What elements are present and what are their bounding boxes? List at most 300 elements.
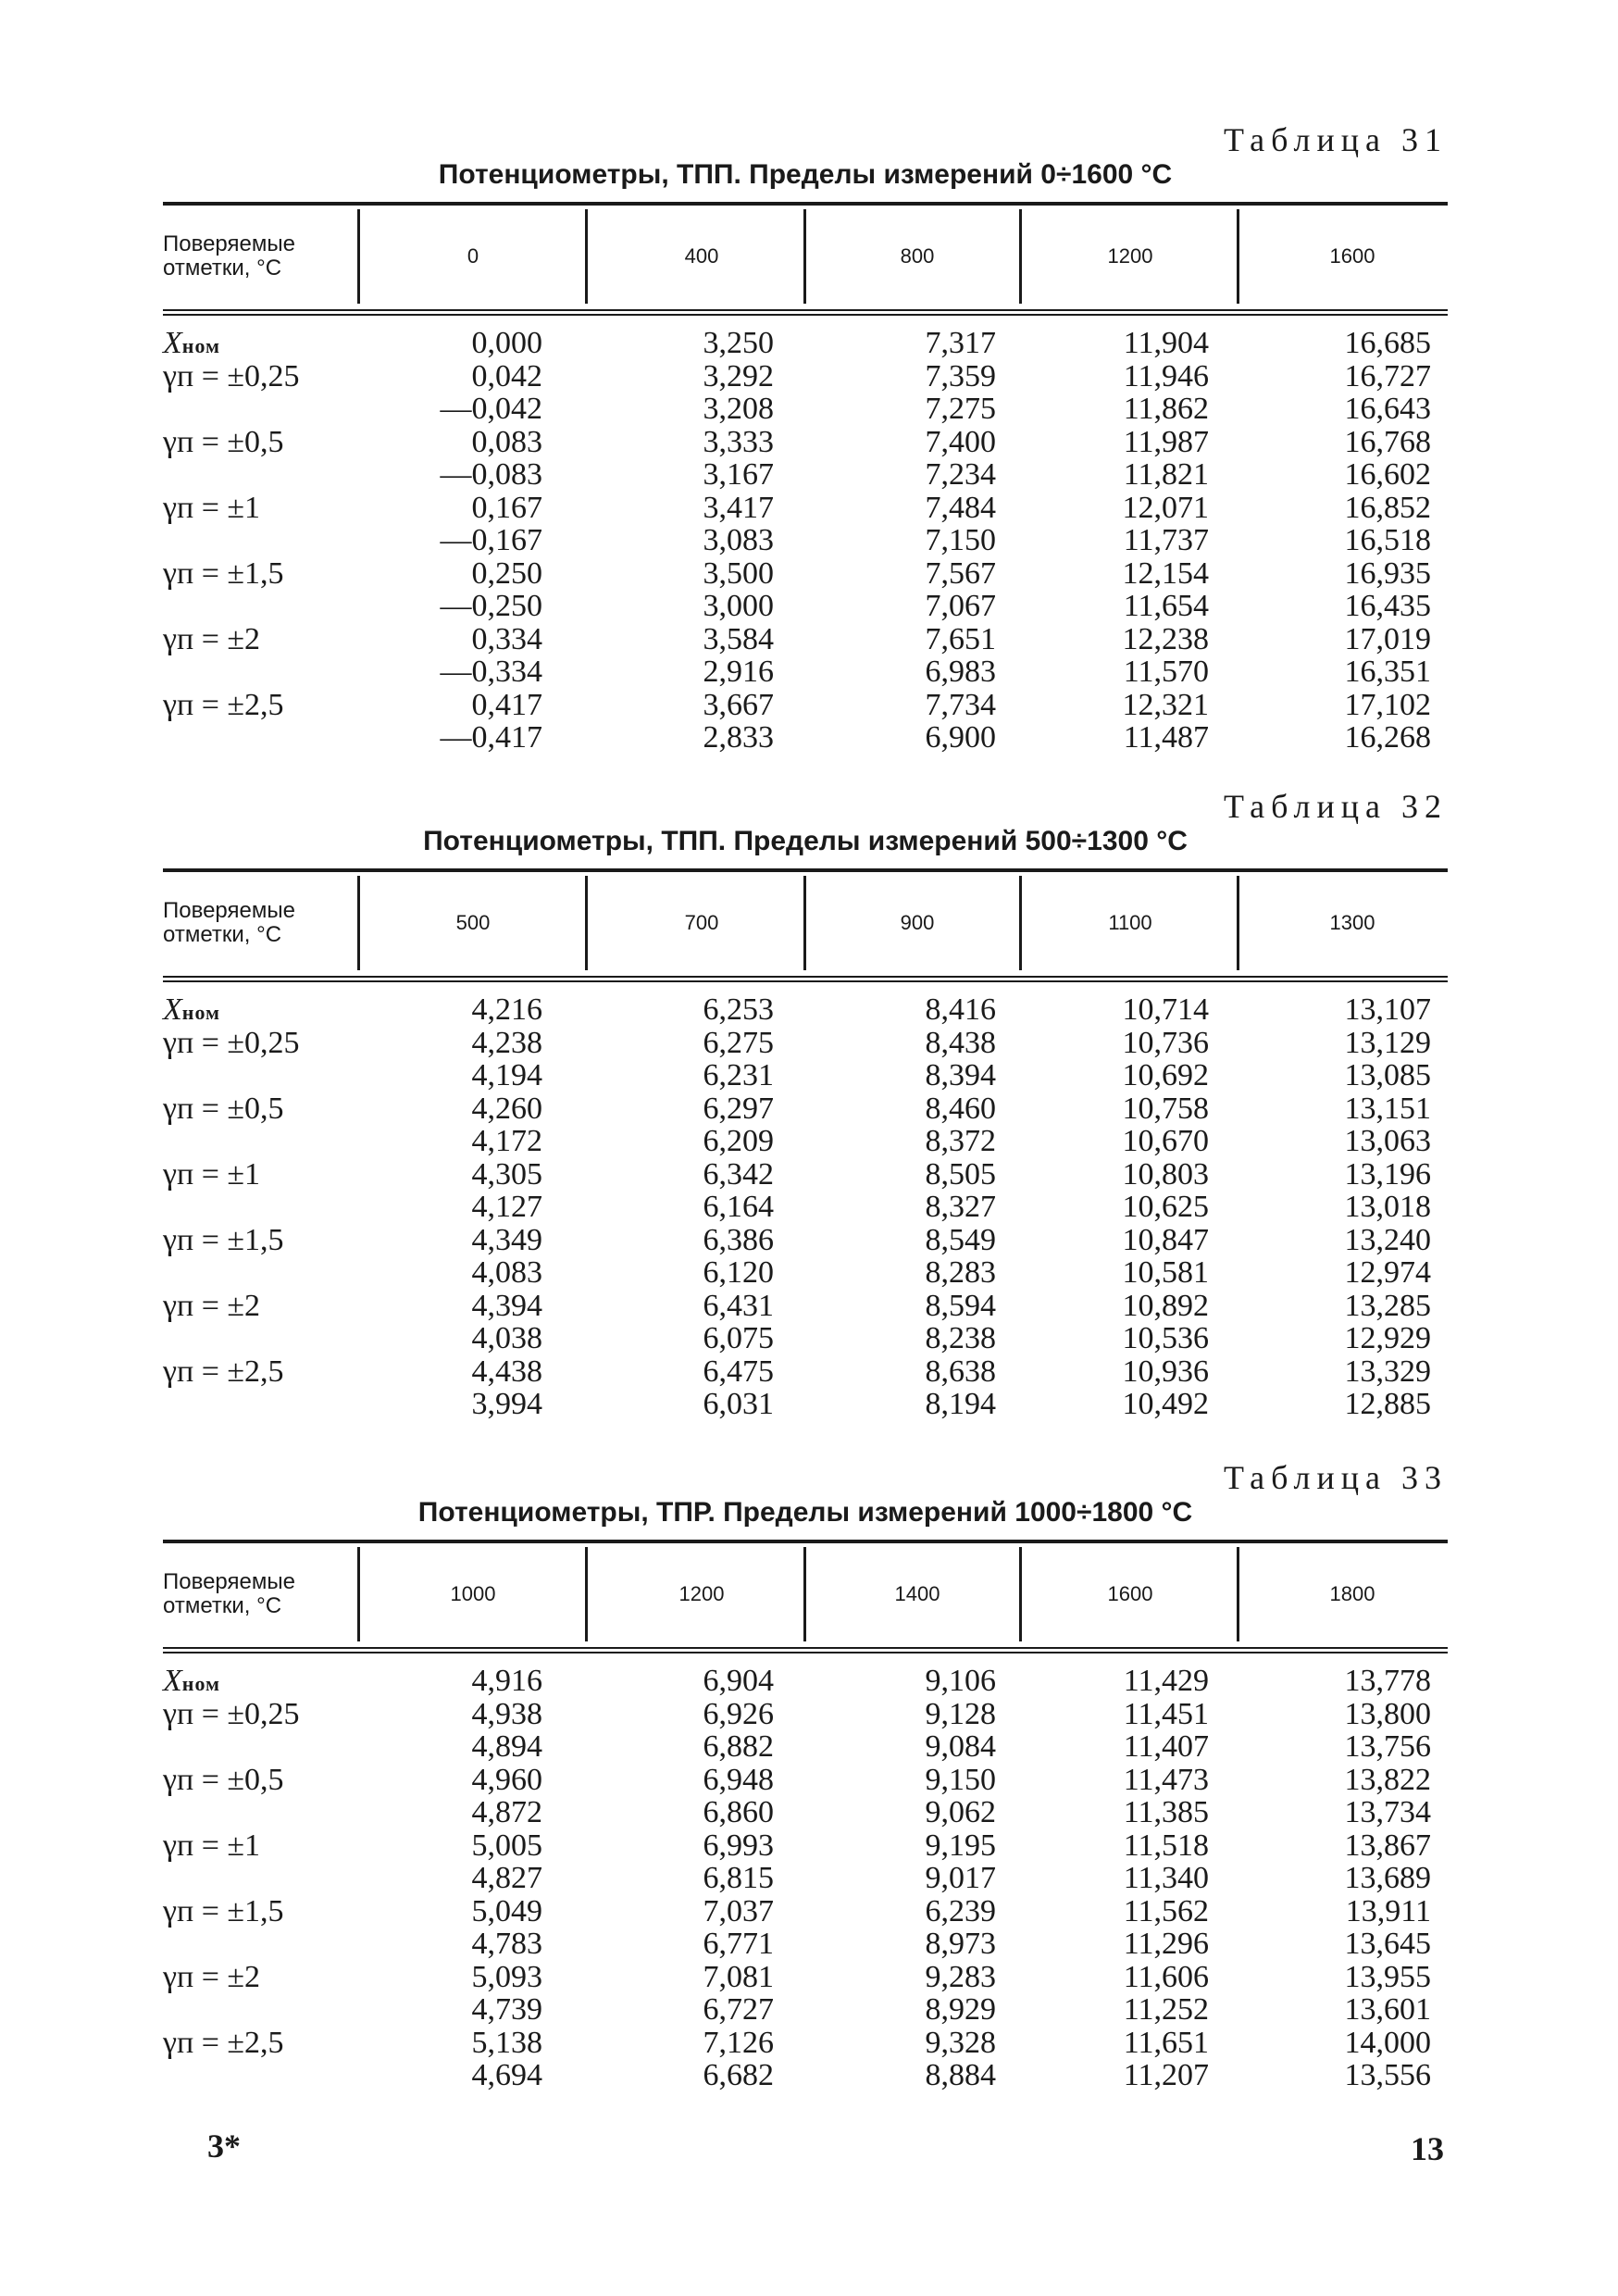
table-row bbox=[163, 1697, 1448, 1730]
table-header bbox=[163, 872, 1448, 974]
table-row bbox=[163, 1092, 1448, 1125]
table-cell: 14,000 bbox=[1344, 2025, 1431, 2060]
table-row bbox=[163, 1861, 1448, 1894]
table-row bbox=[163, 1960, 1448, 1993]
table-cell: 9,128 bbox=[925, 1696, 996, 1731]
table-cell: 12,154 bbox=[1122, 555, 1209, 591]
table-row bbox=[163, 1026, 1448, 1059]
table-cell: 13,645 bbox=[1344, 1927, 1431, 1961]
table-row bbox=[163, 523, 1448, 556]
table-cell: 4,216 bbox=[471, 992, 542, 1027]
table-cell: 8,283 bbox=[925, 1255, 996, 1290]
table-cell: 7,359 bbox=[925, 358, 996, 393]
table-cell: 6,815 bbox=[703, 1861, 774, 1895]
table-cell: 3,417 bbox=[703, 490, 774, 525]
row-label bbox=[163, 1026, 300, 1061]
table-cell: —0,250 bbox=[440, 589, 542, 623]
table-cell: 5,005 bbox=[471, 1828, 542, 1863]
table-cell: 17,102 bbox=[1344, 687, 1431, 722]
column-divider bbox=[585, 1547, 588, 1641]
table-cell: 9,062 bbox=[925, 1795, 996, 1829]
table-row bbox=[163, 1828, 1448, 1862]
table-cell: 11,570 bbox=[1123, 655, 1209, 689]
table-cell: 16,351 bbox=[1344, 655, 1431, 689]
row-label-text: γп = ±0,5 bbox=[163, 1762, 284, 1797]
table-row bbox=[163, 720, 1448, 754]
table-row bbox=[163, 1894, 1448, 1928]
table-row bbox=[163, 1289, 1448, 1322]
row-label bbox=[163, 1223, 284, 1258]
table-row bbox=[163, 1124, 1448, 1157]
column-header: 1200 bbox=[1107, 244, 1153, 268]
table-cell: 13,601 bbox=[1344, 1992, 1431, 2027]
table-cell: 16,935 bbox=[1344, 555, 1431, 591]
table-cell: 11,518 bbox=[1123, 1828, 1209, 1863]
table-cell: 11,562 bbox=[1123, 1893, 1209, 1928]
table-cell: 6,926 bbox=[703, 1696, 774, 1731]
table-cell: 4,127 bbox=[471, 1190, 542, 1224]
table-cell: 13,556 bbox=[1344, 2058, 1431, 2092]
table-row bbox=[163, 1354, 1448, 1388]
row-label bbox=[163, 491, 260, 526]
table-cell: 4,194 bbox=[471, 1058, 542, 1092]
row-label bbox=[163, 992, 220, 1028]
table-cell: 12,071 bbox=[1122, 490, 1209, 525]
table-row bbox=[163, 1795, 1448, 1828]
row-label bbox=[163, 1828, 260, 1864]
table-cell: 6,993 bbox=[703, 1828, 774, 1863]
table-cell: 16,602 bbox=[1344, 457, 1431, 492]
table-row bbox=[163, 1157, 1448, 1191]
table-cell: 10,492 bbox=[1122, 1387, 1209, 1421]
header-double-rule bbox=[163, 309, 1448, 316]
table-cell: 5,093 bbox=[471, 1959, 542, 1994]
table-cell: 6,948 bbox=[703, 1762, 774, 1797]
table-row bbox=[163, 589, 1448, 622]
row-label bbox=[163, 425, 284, 460]
table-cell: 13,085 bbox=[1344, 1058, 1431, 1092]
table-cell: 8,929 bbox=[925, 1992, 996, 2027]
table-cell: 6,342 bbox=[703, 1156, 774, 1192]
table-row bbox=[163, 1058, 1448, 1092]
table-block bbox=[163, 120, 1448, 755]
table-cell: 13,329 bbox=[1344, 1354, 1431, 1389]
table-cell: 6,983 bbox=[925, 655, 996, 689]
column-divider bbox=[1237, 876, 1239, 970]
table-cell: 5,049 bbox=[471, 1893, 542, 1928]
table-cell: 13,689 bbox=[1344, 1861, 1431, 1895]
table-row bbox=[163, 1664, 1448, 1697]
table-cell: 6,275 bbox=[703, 1025, 774, 1060]
row-label-subscript: ном bbox=[181, 1001, 221, 1024]
table-cell: 6,075 bbox=[703, 1321, 774, 1355]
table-cell: 8,238 bbox=[925, 1321, 996, 1355]
table-cell: 9,017 bbox=[925, 1861, 996, 1895]
table-cell: 9,328 bbox=[925, 2025, 996, 2060]
table-cell: 0,167 bbox=[471, 490, 542, 525]
table-cell: 6,297 bbox=[703, 1091, 774, 1126]
table-cell: 7,567 bbox=[925, 555, 996, 591]
table-cell: 4,783 bbox=[471, 1927, 542, 1961]
table-cell: 13,129 bbox=[1344, 1025, 1431, 1060]
column-header: 1300 bbox=[1329, 911, 1375, 934]
table-cell: 7,234 bbox=[925, 457, 996, 492]
table-cell: 0,334 bbox=[471, 621, 542, 656]
header-checked-marks bbox=[163, 206, 357, 307]
table-cell: 7,484 bbox=[925, 490, 996, 525]
row-label-text: γп = ±2,5 bbox=[163, 1354, 284, 1389]
table-cell: 0,417 bbox=[471, 687, 542, 722]
table-cell: 13,867 bbox=[1344, 1828, 1431, 1863]
row-label bbox=[163, 2026, 284, 2061]
row-label-text: γп = ±2 bbox=[163, 1959, 261, 1994]
table-cell: 7,651 bbox=[925, 621, 996, 656]
row-label-text: X bbox=[163, 1664, 182, 1698]
table-cell: —0,334 bbox=[440, 655, 542, 689]
row-label-subscript: ном bbox=[181, 334, 221, 357]
row-label-text: γп = ±1 bbox=[163, 1156, 261, 1192]
table-cell: 13,285 bbox=[1344, 1288, 1431, 1323]
table-cell: 6,209 bbox=[703, 1124, 774, 1158]
row-label-text: γп = ±2,5 bbox=[163, 687, 284, 722]
header-first-line: Поверяемые bbox=[163, 898, 295, 923]
row-label-text: γп = ±1,5 bbox=[163, 1222, 284, 1257]
table-cell: 5,138 bbox=[471, 2025, 542, 2060]
table-cell: 7,037 bbox=[703, 1893, 774, 1928]
table-title: Потенциометры, ТПП. Пределы измерений 0÷1600 °С bbox=[438, 159, 1173, 190]
column-divider bbox=[357, 1547, 360, 1641]
table-cell: 8,638 bbox=[925, 1354, 996, 1389]
table-row bbox=[163, 1927, 1448, 1960]
table-cell: 3,250 bbox=[703, 326, 774, 360]
table-row bbox=[163, 1387, 1448, 1420]
header-first-line: Поверяемые bbox=[163, 1569, 295, 1594]
table-cell: 4,349 bbox=[471, 1222, 542, 1257]
column-divider bbox=[1237, 1547, 1239, 1641]
table-cell: 11,487 bbox=[1123, 720, 1209, 755]
row-label bbox=[163, 622, 260, 657]
table-row bbox=[163, 1223, 1448, 1256]
table-cell: 8,416 bbox=[925, 992, 996, 1027]
table-cell: 10,736 bbox=[1122, 1025, 1209, 1060]
table-cell: 4,083 bbox=[471, 1255, 542, 1290]
table-row bbox=[163, 1992, 1448, 2026]
table-cell: 16,643 bbox=[1344, 392, 1431, 426]
table-cell: 6,120 bbox=[703, 1255, 774, 1290]
table-cell: 11,473 bbox=[1123, 1762, 1209, 1797]
table-cell: 17,019 bbox=[1344, 621, 1431, 656]
row-label bbox=[163, 359, 300, 394]
table-cell: 11,904 bbox=[1123, 326, 1209, 360]
table-cell: 3,584 bbox=[703, 621, 774, 656]
column-header: 1600 bbox=[1107, 1582, 1153, 1605]
table-cell: 12,885 bbox=[1344, 1387, 1431, 1421]
header-first-line: Поверяемые bbox=[163, 231, 295, 256]
column-divider bbox=[585, 209, 588, 304]
table-cell: 9,084 bbox=[925, 1729, 996, 1764]
table-cell: 11,340 bbox=[1123, 1861, 1209, 1895]
table-cell: 12,974 bbox=[1344, 1255, 1431, 1290]
table-cell: 10,670 bbox=[1122, 1124, 1209, 1158]
table-header bbox=[163, 1543, 1448, 1645]
table-block bbox=[163, 1458, 1448, 2092]
table-cell: 11,862 bbox=[1123, 392, 1209, 426]
table-row bbox=[163, 326, 1448, 359]
column-divider bbox=[1019, 876, 1022, 970]
table-cell: 12,929 bbox=[1344, 1321, 1431, 1355]
table-row bbox=[163, 622, 1448, 655]
table-row bbox=[163, 556, 1448, 590]
table-cell: 3,500 bbox=[703, 555, 774, 591]
row-label-text: γп = ±1,5 bbox=[163, 1893, 284, 1928]
table-cell: 6,882 bbox=[703, 1729, 774, 1764]
table-block bbox=[163, 787, 1448, 1421]
table-header bbox=[163, 206, 1448, 307]
column-header: 0 bbox=[467, 244, 479, 268]
table-cell: 4,872 bbox=[471, 1795, 542, 1829]
table-row bbox=[163, 425, 1448, 458]
table-cell: 13,955 bbox=[1344, 1959, 1431, 1994]
table-row bbox=[163, 1321, 1448, 1354]
table-cell: 13,018 bbox=[1344, 1190, 1431, 1224]
table-cell: 6,231 bbox=[703, 1058, 774, 1092]
table-cell: 11,207 bbox=[1123, 2058, 1209, 2092]
table-cell: 13,822 bbox=[1344, 1762, 1431, 1797]
table-cell: 10,625 bbox=[1122, 1190, 1209, 1224]
signature-mark: 3* bbox=[207, 2128, 241, 2165]
table-row bbox=[163, 2026, 1448, 2059]
table-row bbox=[163, 2058, 1448, 2091]
table-cell: 4,694 bbox=[471, 2058, 542, 2092]
table-cell: 12,238 bbox=[1122, 621, 1209, 656]
table-cell: 13,911 bbox=[1345, 1893, 1431, 1928]
table-cell: 4,038 bbox=[471, 1321, 542, 1355]
table-cell: 8,438 bbox=[925, 1025, 996, 1060]
table-cell: 3,292 bbox=[703, 358, 774, 393]
table-cell: 13,196 bbox=[1344, 1156, 1431, 1192]
row-label-text: γп = ±0,5 bbox=[163, 424, 284, 459]
column-header: 400 bbox=[684, 244, 719, 268]
row-label-text: γп = ±1 bbox=[163, 490, 261, 525]
table-label: Таблица 32 bbox=[1224, 788, 1448, 825]
table-cell: 11,429 bbox=[1123, 1664, 1209, 1698]
table-cell: 10,847 bbox=[1122, 1222, 1209, 1257]
table-cell: 16,435 bbox=[1344, 589, 1431, 623]
table-cell: 6,900 bbox=[925, 720, 996, 755]
table-cell: 8,327 bbox=[925, 1190, 996, 1224]
table-cell: 4,438 bbox=[471, 1354, 542, 1389]
table-cell: 9,150 bbox=[925, 1762, 996, 1797]
page-number: 13 bbox=[1411, 2130, 1444, 2167]
table-cell: 3,083 bbox=[703, 523, 774, 557]
row-label bbox=[163, 556, 284, 592]
table-cell: 8,460 bbox=[925, 1091, 996, 1126]
column-header: 1200 bbox=[678, 1582, 725, 1605]
row-label bbox=[163, 1289, 260, 1324]
table-cell: 16,768 bbox=[1344, 424, 1431, 459]
table-cell: 3,208 bbox=[703, 392, 774, 426]
table-cell: 10,936 bbox=[1122, 1354, 1209, 1389]
column-header: 500 bbox=[455, 911, 491, 934]
column-divider bbox=[803, 1547, 806, 1641]
table-cell: 6,771 bbox=[703, 1927, 774, 1961]
table-cell: 11,821 bbox=[1123, 457, 1209, 492]
row-label-subscript: ном bbox=[181, 1672, 221, 1695]
table-cell: 6,860 bbox=[703, 1795, 774, 1829]
table-cell: 10,758 bbox=[1122, 1091, 1209, 1126]
header-double-rule bbox=[163, 1647, 1448, 1653]
row-label-text: γп = ±0,5 bbox=[163, 1091, 284, 1126]
table-cell: 11,654 bbox=[1123, 589, 1209, 623]
table-cell: —0,083 bbox=[440, 457, 542, 492]
table-cell: 13,151 bbox=[1344, 1091, 1431, 1126]
table-cell: 12,321 bbox=[1122, 687, 1209, 722]
table-cell: 16,518 bbox=[1344, 523, 1431, 557]
header-first-line: отметки, °С bbox=[163, 922, 282, 947]
table-cell: 9,106 bbox=[925, 1664, 996, 1698]
row-label bbox=[163, 1664, 220, 1699]
table-cell: 7,275 bbox=[925, 392, 996, 426]
header-first-line: отметки, °С bbox=[163, 256, 282, 281]
row-label-text: γп = ±2,5 bbox=[163, 2025, 284, 2060]
table-cell: 11,946 bbox=[1123, 358, 1209, 393]
table-cell: 4,172 bbox=[471, 1124, 542, 1158]
column-divider bbox=[357, 209, 360, 304]
table-cell: 9,195 bbox=[925, 1828, 996, 1863]
row-label bbox=[163, 1960, 260, 1995]
row-label bbox=[163, 326, 220, 361]
table-row bbox=[163, 392, 1448, 425]
column-divider bbox=[1237, 209, 1239, 304]
row-label-text: X bbox=[163, 326, 182, 360]
table-row bbox=[163, 1729, 1448, 1763]
row-label bbox=[163, 1092, 284, 1127]
column-divider bbox=[1019, 209, 1022, 304]
table-row bbox=[163, 457, 1448, 491]
row-label-text: γп = ±1 bbox=[163, 1828, 261, 1863]
table-cell: 13,734 bbox=[1344, 1795, 1431, 1829]
table-cell: 11,651 bbox=[1123, 2025, 1209, 2060]
table-cell: 10,714 bbox=[1122, 992, 1209, 1027]
table-cell: 11,296 bbox=[1123, 1927, 1209, 1961]
row-label bbox=[163, 1763, 284, 1798]
table-cell: 4,260 bbox=[471, 1091, 542, 1126]
table-cell: 6,727 bbox=[703, 1992, 774, 2027]
table-cell: 7,400 bbox=[925, 424, 996, 459]
table-row bbox=[163, 1763, 1448, 1796]
column-header: 1000 bbox=[450, 1582, 496, 1605]
row-label bbox=[163, 1894, 284, 1929]
table-cell: 4,960 bbox=[471, 1762, 542, 1797]
header-checked-marks bbox=[163, 872, 357, 974]
table-cell: 8,549 bbox=[925, 1222, 996, 1257]
table-cell: 3,994 bbox=[471, 1387, 542, 1421]
table-cell: 11,737 bbox=[1123, 523, 1209, 557]
table-cell: —0,417 bbox=[440, 720, 542, 755]
row-label-text: γп = ±2 bbox=[163, 621, 261, 656]
table-cell: 11,252 bbox=[1123, 1992, 1209, 2027]
table-title: Потенциометры, ТПР. Пределы измерений 1000÷1800 °С bbox=[417, 1497, 1193, 1528]
table-cell: 6,682 bbox=[703, 2058, 774, 2092]
row-label-text: γп = ±0,25 bbox=[163, 1025, 300, 1060]
table-cell: 16,727 bbox=[1344, 358, 1431, 393]
header-checked-marks bbox=[163, 1543, 357, 1645]
table-row bbox=[163, 1190, 1448, 1223]
table-cell: 4,739 bbox=[471, 1992, 542, 2027]
row-label-text: γп = ±1,5 bbox=[163, 555, 284, 591]
table-cell: 4,394 bbox=[471, 1288, 542, 1323]
column-header: 1600 bbox=[1329, 244, 1375, 268]
table-cell: 11,606 bbox=[1123, 1959, 1209, 1994]
column-header: 1800 bbox=[1329, 1582, 1375, 1605]
table-cell: 8,505 bbox=[925, 1156, 996, 1192]
table-cell: 8,394 bbox=[925, 1058, 996, 1092]
table-cell: 0,250 bbox=[471, 555, 542, 591]
row-label bbox=[163, 688, 284, 723]
table-row bbox=[163, 992, 1448, 1026]
table-row bbox=[163, 655, 1448, 688]
table-cell: 13,778 bbox=[1344, 1664, 1431, 1698]
table-cell: 11,407 bbox=[1123, 1729, 1209, 1764]
table-cell: 9,283 bbox=[925, 1959, 996, 1994]
table-cell: 10,803 bbox=[1122, 1156, 1209, 1192]
column-header: 800 bbox=[900, 244, 935, 268]
table-cell: 10,536 bbox=[1122, 1321, 1209, 1355]
column-divider bbox=[803, 876, 806, 970]
table-cell: 11,451 bbox=[1123, 1696, 1209, 1731]
table-cell: 3,000 bbox=[703, 589, 774, 623]
table-cell: 6,904 bbox=[703, 1664, 774, 1698]
table-cell: 0,042 bbox=[471, 358, 542, 393]
column-header: 900 bbox=[900, 911, 935, 934]
table-cell: 16,852 bbox=[1344, 490, 1431, 525]
table-cell: 10,581 bbox=[1122, 1255, 1209, 1290]
table-row bbox=[163, 359, 1448, 393]
table-cell: 7,317 bbox=[925, 326, 996, 360]
table-cell: 0,000 bbox=[471, 326, 542, 360]
table-cell: 10,892 bbox=[1122, 1288, 1209, 1323]
column-divider bbox=[1019, 1547, 1022, 1641]
table-cell: 6,239 bbox=[925, 1893, 996, 1928]
header-first-line: отметки, °С bbox=[163, 1593, 282, 1618]
table-cell: 8,194 bbox=[925, 1387, 996, 1421]
row-label bbox=[163, 1157, 260, 1192]
header-double-rule bbox=[163, 976, 1448, 982]
table-cell: 2,833 bbox=[703, 720, 774, 755]
row-label-text: γп = ±0,25 bbox=[163, 1696, 300, 1731]
table-cell: 4,938 bbox=[471, 1696, 542, 1731]
table-cell: 7,734 bbox=[925, 687, 996, 722]
column-divider bbox=[803, 209, 806, 304]
column-divider bbox=[357, 876, 360, 970]
table-cell: 11,987 bbox=[1123, 424, 1209, 459]
table-cell: 13,240 bbox=[1344, 1222, 1431, 1257]
row-label bbox=[163, 1697, 300, 1732]
table-cell: 6,253 bbox=[703, 992, 774, 1027]
table-cell: 3,667 bbox=[703, 687, 774, 722]
table-cell: 13,756 bbox=[1344, 1729, 1431, 1764]
table-cell: 4,238 bbox=[471, 1025, 542, 1060]
table-cell: 6,031 bbox=[703, 1387, 774, 1421]
table-row bbox=[163, 491, 1448, 524]
table-cell: 2,916 bbox=[703, 655, 774, 689]
table-cell: 0,083 bbox=[471, 424, 542, 459]
column-header: 700 bbox=[684, 911, 719, 934]
table-cell: 7,067 bbox=[925, 589, 996, 623]
table-cell: 16,268 bbox=[1344, 720, 1431, 755]
table-cell: 4,827 bbox=[471, 1861, 542, 1895]
table-cell: 10,692 bbox=[1122, 1058, 1209, 1092]
